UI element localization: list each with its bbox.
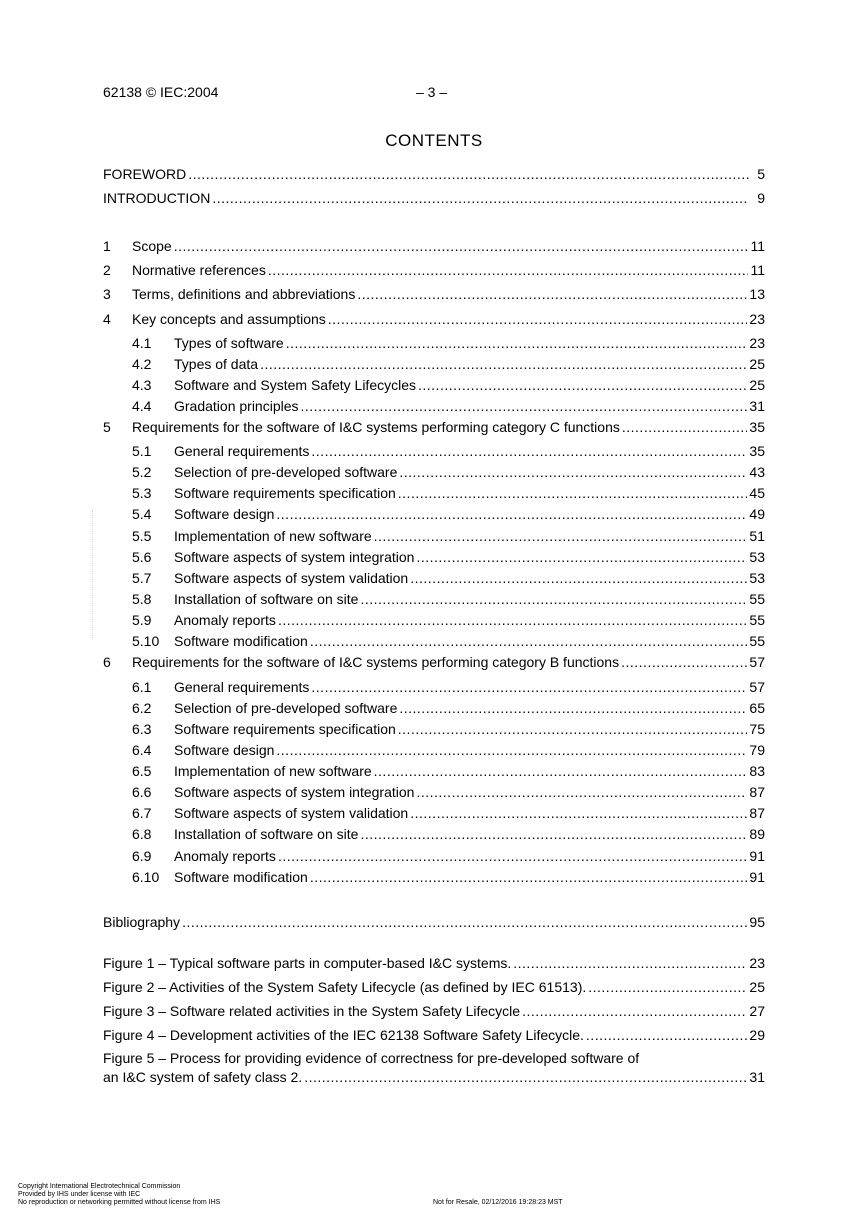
toc-entry-title: Software aspects of system validation [174,570,409,586]
margin-watermark [92,510,97,640]
toc-entry-page: 53 [749,549,765,565]
toc-entry-page: 31 [749,398,765,414]
toc-entry-page: 9 [757,190,765,206]
toc-entry-page: 87 [749,805,765,821]
page-footer [18,1183,563,1207]
toc-entry-number: 5.6 [132,549,152,565]
toc-entry-title: Software requirements specification [174,721,396,737]
toc-entry-number: 1 [103,238,111,254]
toc-entry-title: Anomaly reports [174,848,276,864]
toc-entry-page: 89 [749,826,765,842]
toc-entry[interactable] [103,166,765,184]
toc-entry-number: 4.1 [132,335,152,351]
toc-entry-title: General requirements [174,679,310,695]
toc-entry[interactable] [103,742,765,760]
toc-entry[interactable] [103,633,765,651]
toc-leader-dots [522,1003,747,1019]
toc-entry-page: 25 [749,377,765,393]
toc-leader-dots [260,356,747,372]
toc-entry-page: 43 [749,464,765,480]
toc-entry-title: Types of data [174,356,259,372]
toc-entry-number: 6.7 [132,805,152,821]
toc-entry[interactable] [103,311,765,329]
toc-entry[interactable] [103,914,765,932]
toc-entry[interactable] [103,763,765,781]
toc-leader-dots [374,528,748,544]
toc-entry-title: Selection of pre-developed software [174,464,398,480]
toc-entry-page: 83 [749,763,765,779]
toc-leader-dots [513,955,747,971]
toc-entry-page: 11 [750,262,765,278]
page-number: – 3 – [416,84,448,100]
toc-leader-dots [311,443,747,459]
toc-entry-page: 55 [749,591,765,607]
toc-leader-dots [360,826,747,842]
toc-entry[interactable] [103,1069,765,1087]
toc-entry[interactable] [103,356,765,374]
toc-entry[interactable] [103,1003,765,1021]
toc-entry-title: Figure 4 – Development activities of the IEC 62138 Software Safety Lifecycle. [103,1027,584,1043]
toc-entry-number: 5 [103,419,111,435]
toc-entry[interactable] [103,679,765,697]
toc-entry-title: Software design [174,742,275,758]
toc-entry-page: 25 [749,356,765,372]
toc-entry[interactable] [103,528,765,546]
toc-entry[interactable] [103,979,765,997]
toc-entry-title: Software modification [174,633,308,649]
toc-leader-dots [398,485,748,501]
toc-entry-page: 31 [749,1069,765,1085]
toc-leader-dots [310,633,748,649]
footer-copyright: Copyright International Electrotechnical Commission [18,1183,181,1190]
toc-leader-dots [278,848,747,864]
toc-entry[interactable] [103,443,765,461]
toc-entry-page: 79 [749,742,765,758]
toc-entry-title: General requirements [174,443,310,459]
toc-leader-dots [174,238,749,254]
toc-leader-dots [416,549,747,565]
toc-entry-number: 4 [103,311,111,327]
toc-leader-dots [410,805,747,821]
toc-entry-title: Normative references [132,262,266,278]
toc-entry-page: 91 [749,869,765,885]
toc-entry[interactable] [103,377,765,395]
toc-leader-dots [622,419,748,435]
toc-entry-page: 29 [749,1027,765,1043]
toc-entry-page: 55 [749,612,765,628]
toc-entry-number: 6.8 [132,826,152,842]
toc-entry-page: 23 [749,311,765,327]
toc-leader-dots [399,700,747,716]
toc-entry[interactable] [103,286,765,304]
toc-entry-number: 6.10 [132,869,160,885]
toc-entry-title: Software aspects of system integration [174,549,415,565]
toc-entry-title: Figure 2 – Activities of the System Safety Lifecycle (as defined by IEC 61513). [103,979,587,995]
toc-entry-number: 6.9 [132,848,152,864]
toc-leader-dots [268,262,749,278]
toc-entry[interactable] [103,335,765,353]
toc-leader-dots [328,311,748,327]
toc-entry-title: Installation of software on site [174,591,359,607]
toc-entry-title: Software and System Safety Lifecycles [174,377,416,393]
toc-entry[interactable] [103,506,765,524]
toc-leader-dots [212,190,749,206]
toc-entry-title: Software requirements specification [174,485,396,501]
toc-entry-title: Installation of software on site [174,826,359,842]
toc-entry[interactable] [103,700,765,718]
toc-entry[interactable] [103,549,765,567]
toc-entry-title: Requirements for the software of I&C systems performing category B functions [132,654,620,670]
toc-entry-number: 5.3 [132,485,152,501]
toc-entry-title: INTRODUCTION [103,190,211,206]
toc-entry-number: 5.2 [132,464,152,480]
toc-entry-title: Scope [132,238,172,254]
toc-entry-title: Implementation of new software [174,763,372,779]
toc-entry-number: 4.3 [132,377,152,393]
toc-entry-number: 5.8 [132,591,152,607]
toc-entry-page: 57 [749,654,765,670]
toc-entry-number: 2 [103,262,111,278]
toc-entry-page: 55 [749,633,765,649]
figure-5-caption-line-1: Figure 5 – Process for providing evidence of correctness for pre-developed software of [103,1050,640,1066]
toc-entry-title: Terms, definitions and abbreviations [132,286,356,302]
toc-leader-dots [418,377,747,393]
toc-entry-page: 5 [757,166,765,182]
toc-leader-dots [621,654,747,670]
toc-entry-title: Software design [174,506,275,522]
toc-entry-title: Figure 1 – Typical software parts in computer-based I&C systems. [103,955,512,971]
toc-entry-page: 13 [749,286,765,302]
toc-entry-title: Anomaly reports [174,612,276,628]
toc-leader-dots [188,166,749,182]
toc-entry[interactable] [103,591,765,609]
toc-entry-title: Gradation principles [174,398,299,414]
toc-entry[interactable] [103,485,765,503]
toc-entry[interactable] [103,398,765,416]
toc-leader-dots [399,464,747,480]
toc-entry-number: 5.4 [132,506,152,522]
toc-entry-page: 57 [749,679,765,695]
toc-leader-dots [374,763,748,779]
toc-entry-title: Software aspects of system integration [174,784,415,800]
toc-entry-title: Implementation of new software [174,528,372,544]
toc-entry-title: an I&C system of safety class 2. [103,1069,303,1085]
toc-leader-dots [276,742,747,758]
toc-entry[interactable] [103,1027,765,1045]
toc-leader-dots [398,721,748,737]
toc-entry[interactable] [103,654,765,672]
toc-entry-page: 11 [750,238,765,254]
toc-leader-dots [286,335,748,351]
toc-entry[interactable] [103,869,765,887]
toc-entry-number: 4.4 [132,398,152,414]
toc-entry-page: 23 [749,335,765,351]
toc-entry-page: 49 [749,506,765,522]
toc-entry-number: 6.5 [132,763,152,779]
toc-entry[interactable] [103,848,765,866]
toc-entry-title: Selection of pre-developed software [174,700,398,716]
footer-provider: Provided by IHS under license with IEC [18,1191,141,1198]
toc-entry-page: 75 [749,721,765,737]
page-title: CONTENTS [385,131,483,150]
toc-entry-page: 35 [749,443,765,459]
toc-entry-number: 6.4 [132,742,152,758]
toc-entry-page: 51 [749,528,765,544]
toc-entry-title: Types of software [174,335,284,351]
toc-entry-page: 25 [749,979,765,995]
toc-entry-page: 23 [749,955,765,971]
toc-entry-number: 6.1 [132,679,152,695]
toc-entry-page: 35 [749,419,765,435]
toc-leader-dots [588,979,747,995]
toc-entry-number: 5.5 [132,528,152,544]
toc-entry[interactable] [103,262,765,280]
toc-entry-title: Bibliography [103,914,181,930]
toc-entry[interactable] [103,238,765,256]
toc-entry[interactable] [103,570,765,588]
toc-entry-title: Requirements for the software of I&C systems performing category C functions [132,419,620,435]
toc-entry[interactable] [103,784,765,802]
toc-entry-number: 5.9 [132,612,152,628]
toc-entry[interactable] [103,464,765,482]
toc-leader-dots [304,1069,747,1085]
toc-entry-number: 6.6 [132,784,152,800]
toc-leader-dots [357,286,747,302]
toc-entry-number: 6.2 [132,700,152,716]
toc-leader-dots [278,612,747,628]
toc-entry-number: 5.1 [132,443,152,459]
toc-entry-page: 45 [749,485,765,501]
toc-entry-title: Figure 3 – Software related activities in the System Safety Lifecycle [103,1003,521,1019]
toc-entry-page: 95 [749,914,765,930]
toc-entry-page: 87 [749,784,765,800]
toc-entry[interactable] [103,826,765,844]
toc-entry-number: 6 [103,654,111,670]
toc-leader-dots [301,398,748,414]
footer-resale-notice: Not for Resale, 02/12/2016 19:28:23 MST [433,1199,563,1206]
toc-entry-number: 4.2 [132,356,152,372]
toc-leader-dots [310,869,748,885]
toc-entry-page: 27 [749,1003,765,1019]
toc-leader-dots [276,506,747,522]
toc-leader-dots [586,1027,748,1043]
standard-reference: 62138 © IEC:2004 [103,84,219,100]
toc-leader-dots [416,784,747,800]
toc-leader-dots [311,679,747,695]
toc-entry[interactable] [103,190,765,208]
toc-entry-page: 65 [749,700,765,716]
toc-entry-number: 5.7 [132,570,152,586]
toc-entry-number: 6.3 [132,721,152,737]
toc-leader-dots [360,591,747,607]
toc-entry[interactable] [103,955,765,973]
toc-entry[interactable] [103,805,765,823]
toc-entry-number: 5.10 [132,633,160,649]
page-header [103,84,765,102]
toc-entry-title: Key concepts and assumptions [132,311,326,327]
toc-leader-dots [410,570,747,586]
toc-entry[interactable] [103,721,765,739]
toc-entry-page: 91 [749,848,765,864]
toc-entry[interactable] [103,419,765,437]
footer-license: No reproduction or networking permitted without license from IHS [18,1199,221,1206]
toc-entry-title: Software aspects of system validation [174,805,409,821]
toc-leader-dots [182,914,747,930]
toc-entry-number: 3 [103,286,111,302]
toc-entry-page: 53 [749,570,765,586]
toc-entry-title: Software modification [174,869,308,885]
toc-entry-title: FOREWORD [103,166,187,182]
toc-entry[interactable] [103,612,765,630]
